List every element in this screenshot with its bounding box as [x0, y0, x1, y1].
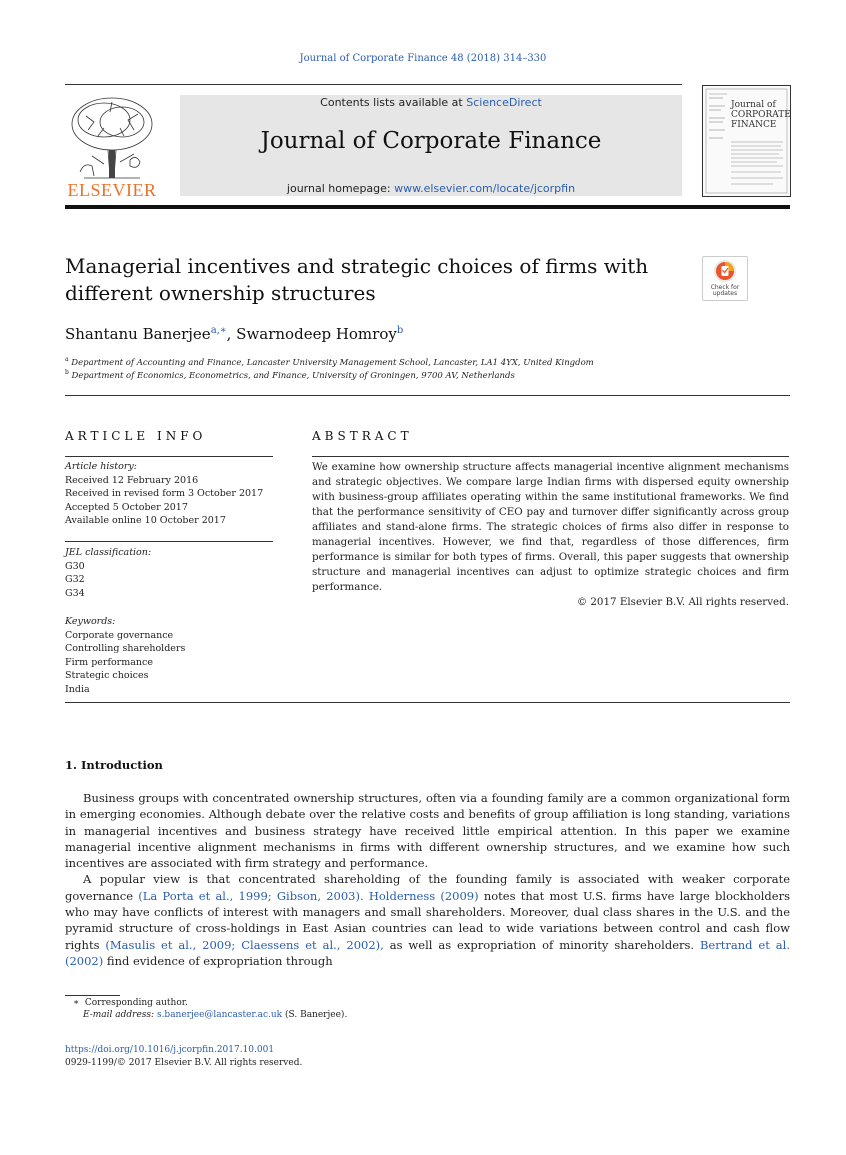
article-info-rule	[65, 456, 273, 457]
abstract-body	[312, 460, 789, 610]
citation-link[interactable]: (La Porta et al., 1999; Gibson, 2003).	[138, 888, 364, 903]
homepage-line	[180, 182, 682, 195]
text-run: as well as expropriation of minority shareholders.	[383, 937, 700, 952]
journal-reference[interactable]: Journal of Corporate Finance 48 (2018) 314–330	[299, 53, 547, 64]
jel-code: G34	[65, 587, 85, 599]
check-for-updates-badge[interactable]	[702, 256, 748, 301]
keyword: Strategic choices	[65, 670, 149, 681]
front-matter-rule	[65, 702, 790, 703]
cover-title: Journal of CORPORATE FINANCE	[731, 100, 791, 130]
author-list	[65, 325, 403, 343]
affiliation-mark: b	[65, 369, 69, 376]
keywords	[65, 615, 185, 696]
introduction-heading: 1. Introduction	[65, 758, 163, 772]
introduction-body	[65, 790, 790, 969]
footnote-rule	[65, 995, 120, 996]
citation-link[interactable]: (Masulis et al., 2009; Claessens et al., 2002),	[105, 937, 384, 952]
author-marks[interactable]: b	[396, 325, 404, 336]
doi-link[interactable]	[65, 1045, 274, 1055]
check-for-updates-label: Check for updates	[710, 284, 740, 297]
doi-text[interactable]: https://doi.org/10.1016/j.jcorpfin.2017.10.001	[65, 1045, 275, 1055]
header-bottom-rule	[65, 205, 790, 209]
contents-prefix: Contents lists available at	[320, 96, 467, 109]
keyword: Corporate governance	[65, 629, 174, 641]
email-note	[83, 1010, 347, 1020]
text-run: notes that most U.S. firms have large blockholders who may have conflicts of interest with managers and small shareholders. Moreover, dual class shares in the U.S. and the pyramid structure of cross-holdings in East Asian countries can lead to wide variations between control and cash flow rights	[65, 888, 790, 952]
jel-code: G30	[65, 560, 85, 572]
history-item: Received in revised form 3 October 2017	[65, 488, 264, 499]
check-for-updates-icon	[703, 257, 747, 285]
text-run: A popular view is that concentrated shareholding of the founding family is associated with weaker corporate governance	[65, 872, 790, 903]
jel-code: G32	[65, 574, 85, 585]
journal-cover-thumbnail[interactable]	[702, 85, 791, 197]
homepage-prefix: journal homepage:	[286, 182, 395, 195]
abstract-text: We examine how ownership structure affects managerial incentive alignment mechanisms and strategic objectives. We compare large Indian firms with dispersed equity ownership with business-group affiliates operating within the same institutional frameworks. We find that the performance sensitivity of CEO pay and turnover differ significantly across group affiliates and stand-alone firms. The strategic choices of firms also differ in response to managerial incentives. However, we find that, regardless of those differences, firm performance is similar for both types of firms. Overall, this paper suggests that ownership structure and managerial incentives can adjust to optimize strategic choices and firm performance.	[312, 461, 789, 593]
paragraph: Business groups with concentrated ownership structures, often via a founding family are a common organizational form in emerging economies. Although debate over the relative costs and benefits of group affiliation is long standing, variations in managerial incentives and business strategy have received little empirical attention. In this paper we examine managerial incentive alignment mechanisms in firms with different ownership structures, and we examine how such incentives are associated with firm strategy and performance.	[65, 791, 790, 871]
article-info-heading: ARTICLE INFO	[65, 429, 207, 443]
history-label: Article history:	[65, 461, 137, 472]
author-marks[interactable]: a,∗	[210, 325, 227, 336]
header-top-rule	[65, 84, 682, 85]
text-run: find evidence of expropriation through	[103, 953, 333, 968]
citation-link[interactable]: Bertrand et al. (2002)	[65, 937, 790, 968]
jel-rule	[65, 541, 273, 542]
history-item: Received 12 February 2016	[65, 474, 199, 486]
affiliation-rule	[65, 395, 790, 396]
article-title: Managerial incentives and strategic choices of firms with different ownership structures	[65, 254, 649, 305]
affiliation-mark: a	[65, 356, 69, 363]
paragraph	[65, 871, 790, 969]
sciencedirect-link[interactable]: ScienceDirect	[466, 96, 542, 109]
history-item: Accepted 5 October 2017	[65, 501, 188, 513]
abstract-copyright: © 2017 Elsevier B.V. All rights reserved.	[576, 596, 789, 608]
email-label: E-mail address:	[83, 1010, 157, 1020]
affiliation-text: Department of Economics, Econometrics, and Finance, University of Groningen, 9700 AV, Netherlands	[71, 370, 515, 381]
contents-line	[180, 96, 682, 109]
affiliation-text: Department of Accounting and Finance, Lancaster University Management School, Lancaster, LA1 4YX, United Kingdom	[71, 357, 594, 368]
keyword: India	[65, 683, 90, 695]
author-separator: ,	[226, 325, 237, 343]
email-link[interactable]: s.banerjee@lancaster.ac.uk	[156, 1010, 283, 1020]
jel-label: JEL classification:	[65, 547, 152, 558]
journal-title: Journal of Corporate Finance	[260, 128, 602, 154]
author-name[interactable]: Shantanu Banerjee	[65, 325, 211, 343]
citation-link[interactable]: Holderness (2009)	[368, 888, 479, 903]
footnote-star: ∗	[73, 998, 80, 1008]
keywords-label: Keywords:	[65, 616, 116, 627]
elsevier-wordmark: ELSEVIER	[67, 180, 157, 200]
keyword: Firm performance	[65, 656, 153, 668]
homepage-link[interactable]: www.elsevier.com/locate/jcorpfin	[394, 182, 576, 195]
email-suffix: (S. Banerjee).	[282, 1010, 348, 1020]
author-name[interactable]: Swarnodeep Homroy	[236, 325, 397, 343]
abstract-heading: ABSTRACT	[312, 429, 413, 443]
corresponding-author-note	[73, 998, 188, 1008]
history-item: Available online 10 October 2017	[65, 515, 226, 526]
affiliation	[65, 369, 515, 381]
jel-classification	[65, 546, 151, 600]
keyword: Controlling shareholders	[65, 643, 186, 654]
affiliation	[65, 356, 594, 368]
abstract-rule	[312, 456, 789, 457]
issn-line: 0929-1199/© 2017 Elsevier B.V. All rights reserved.	[65, 1058, 303, 1068]
article-history	[65, 460, 263, 528]
footnote-text: Corresponding author.	[84, 998, 188, 1008]
